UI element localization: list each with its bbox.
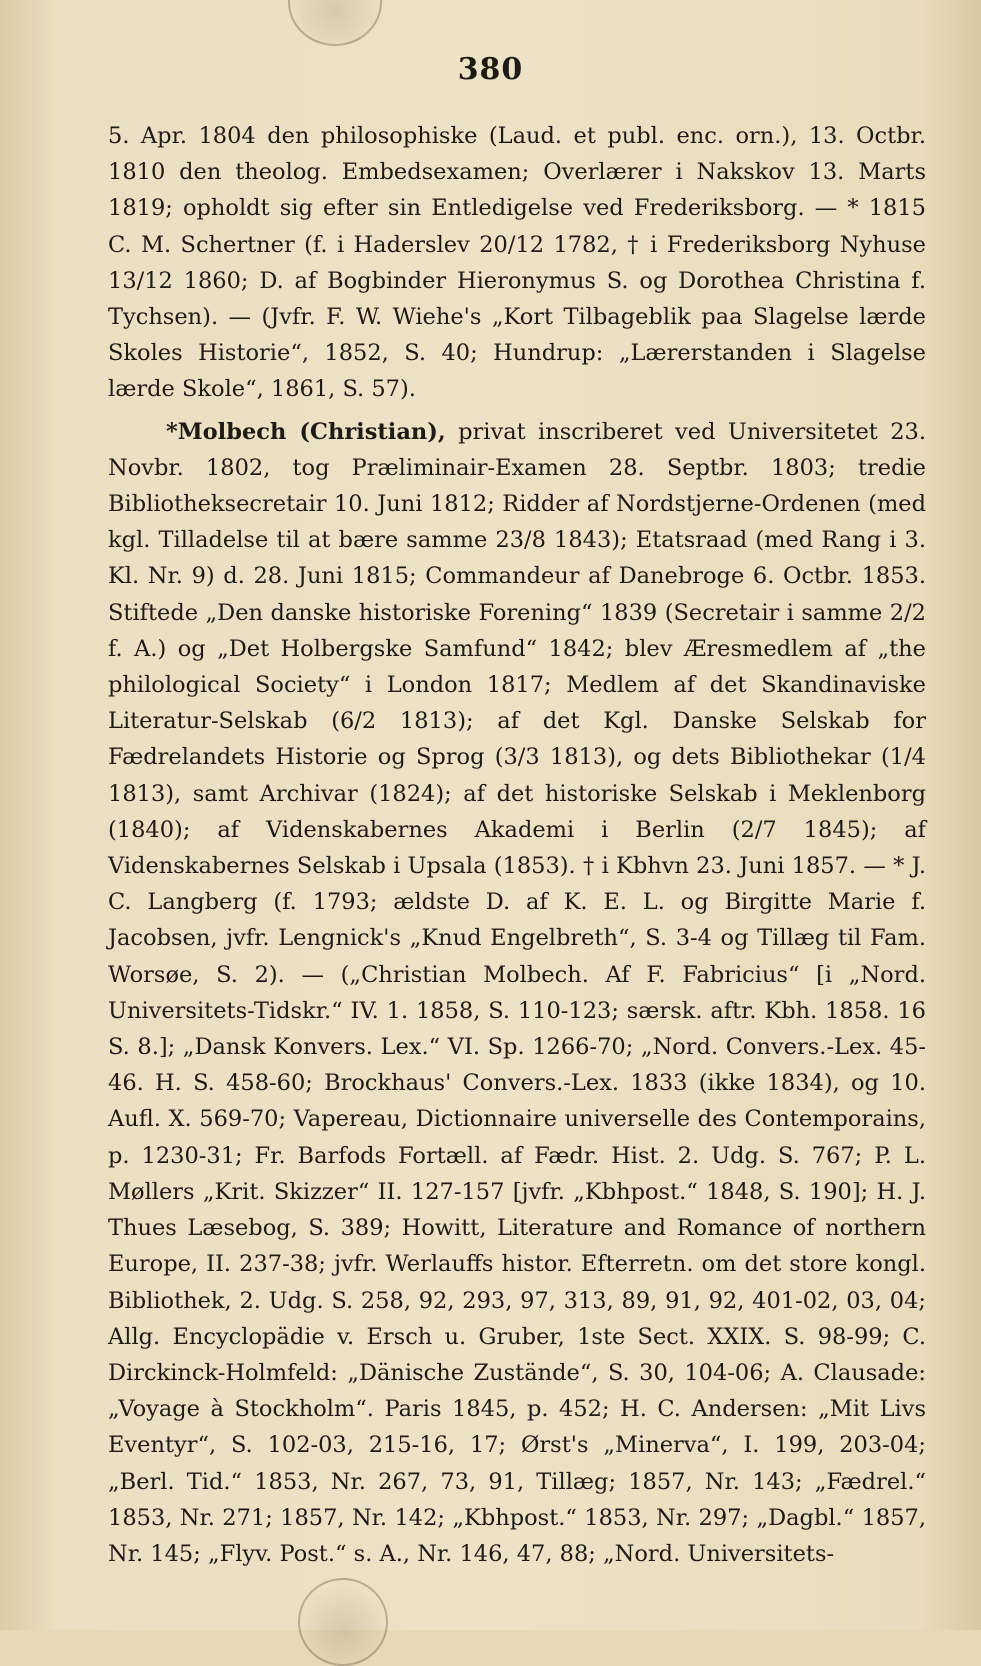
paragraph-body: 5. Apr. 1804 den philosophiske (Laud. et publ. enc. orn.), 13. Octbr. 1810 den theolog. Embedsexamen; Overlærer i Nakskov 13. Marts 1819; opholdt sig efter sin Entledigelse ved Frederiksborg. — * 1815 C. M. Schertner (f. i Haderslev 20/12 1782, † i Frederiksborg Nyhuse 13/12 1860; D. af Bogbinder Hieronymus S. og Dorothea Christina f. Tychsen). — (Jvfr. F. W. Wiehe's „Kort Tilbageblik paa Slagelse lærde Skoles Historie“, 1852, S. 40; Hundrup: „Lærerstanden i Slagelse lærde Skole“, 1861, S. 57). (108, 123, 926, 403)
entry-heading: *Molbech (Christian), (166, 418, 446, 445)
text-block (108, 118, 926, 1572)
punch-hole-bottom (298, 1578, 388, 1666)
paragraph-continuation (108, 118, 926, 408)
paragraph-body: privat inscriberet ved Universitetet 23. Novbr. 1802, tog Præliminair-Examen 28. Septbr. 1803; tredie Bibliotheksecretair 10. Juni 1812; Ridder af Nordstjerne-Ordenen (med kgl. Tilladelse til at bære samme 23/8 1843); Etatsraad (med Rang i 3. Kl. Nr. 9) d. 28. Juni 1815; Commandeur af Danebroge 6. Octbr. 1853. Stiftede „Den danske historiske Forening“ 1839 (Secretair i samme 2/2 f. A.) og „Det Holbergske Samfund“ 1842; blev Æresmedlem af „the philological Society“ i London 1817; Medlem af det Skandinaviske Literatur-Selskab (6/2 1813); af det Kgl. Danske Selskab for Fædrelandets Historie og Sprog (3/3 1813), og dets Bibliothekar (1/4 1813), samt Archivar (1824); af det historiske Selskab i Meklenborg (1840); af Videnskabernes Akademi i Berlin (2/7 1845); af Videnskabernes Selskab i Upsala (1853). † i Kbhvn 23. Juni 1857. — * J. C. Langberg (f. 1793; ældste D. af K. E. L. og Birgitte Marie f. Jacobsen, jvfr. Lengnick's „Knud Engelbreth“, S. 3-4 og Tillæg til Fam. Worsøe, S. 2). — („Christian Molbech. Af F. Fabricius“ [i „Nord. Universitets-Tidskr.“ IV. 1. 1858, S. 110-123; særsk. aftr. Kbh. 1858. 16 S. 8.]; „Dansk Konvers. Lex.“ VI. Sp. 1266-70; „Nord. Convers.-Lex. 45-46. H. S. 458-60; Brockhaus' Convers.-Lex. 1833 (ikke 1834), og 10. Aufl. X. 569-70; Vapereau, Dictionnaire universelle des Contemporains, p. 1230-31; Fr. Barfods Fortæll. af Fædr. Hist. 2. Udg. S. 767; P. L. Møllers „Krit. Skizzer“ II. 127-157 [jvfr. „Kbhpost.“ 1848, S. 190]; H. J. Thues Læsebog, S. 389; Howitt, Literature and Romance of northern Europe, II. 237-38; jvfr. Werlauffs histor. Efterretn. om det store kongl. Bibliothek, 2. Udg. S. 258, 92, 293, 97, 313, 89, 91, 92, 401-02, 03, 04; Allg. Encyclopädie v. Ersch u. Gruber, 1ste Sect. XXIX. S. 98-99; C. Dirckinck-Holmfeld: „Dänische Zustände“, S. 30, 104-06; A. Clausade: „Voyage à Stockholm“. Paris 1845, p. 452; H. C. Andersen: „Mit Livs Eventyr“, S. 102-03, 215-16, 17; Ørst's „Minerva“, I. 199, 203-04; „Berl. Tid.“ 1853, Nr. 267, 73, 91, Tillæg; 1857, Nr. 143; „Fædrel.“ 1853, Nr. 271; 1857, Nr. 142; „Kbhpost.“ 1853, Nr. 297; „Dagbl.“ 1857, Nr. 145; „Flyv. Post.“ s. A., Nr. 146, 47, 88; „Nord. Universitets- (108, 418, 926, 1567)
page-number: 380 (457, 52, 524, 87)
paragraph-molbech-entry (108, 414, 926, 1573)
punch-hole-top (288, 0, 382, 46)
